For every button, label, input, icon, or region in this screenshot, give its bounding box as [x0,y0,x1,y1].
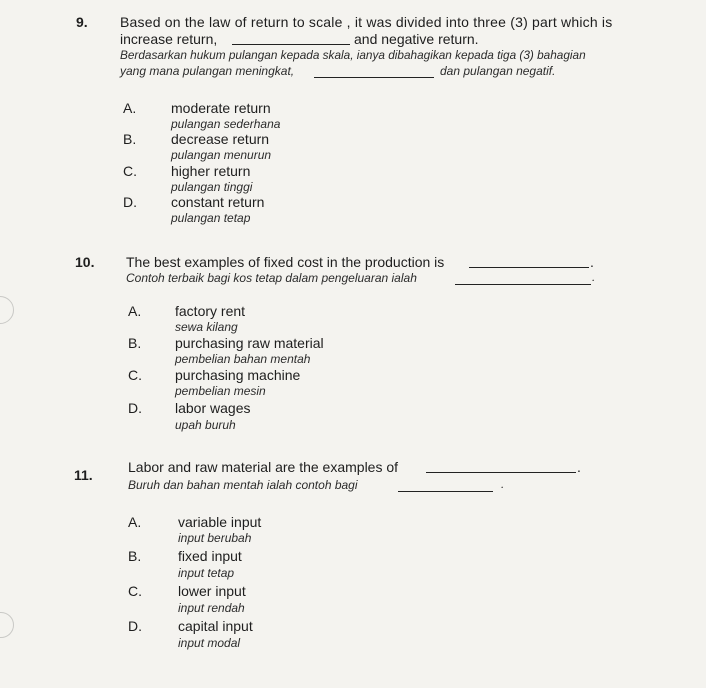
sentence-end: . [590,254,594,270]
sentence-end-ms: . [592,270,596,284]
question-text-ms: Contoh terbaik bagi kos tetap dalam pengeluaran ialah [126,271,417,285]
option-text-en: higher return [171,163,251,179]
question-text-ms-4a: yang mana pulangan meningkat, [120,64,295,78]
sentence-end-ms: . [501,477,505,491]
option-text-en: decrease return [171,131,270,147]
question-text-ms-4b: dan pulangan negatif. [440,64,556,78]
question-text-en: Labor and raw material are the examples of [128,459,399,475]
option-text-ms: input modal [178,636,241,650]
question-text-ms: Buruh dan bahan mentah ialah contoh bagi [128,478,358,492]
question-number: 10. [75,254,95,270]
option-text-ms: upah buruh [175,418,236,432]
answer-blank-ms [314,67,434,78]
question-text-en-2b: and negative return. [354,31,479,47]
option-text-ms: sewa kilang [175,320,238,334]
option-text-ms: pulangan tetap [171,211,251,225]
option-letter: B. [128,548,142,564]
option-text-ms: input berubah [178,531,252,545]
option-text-en: fixed input [178,548,242,564]
option-letter: D. [123,194,137,210]
option-letter: C. [123,163,137,179]
option-text-en: factory rent [175,303,246,319]
option-text-ms: pembelian mesin [175,384,266,398]
option-text-ms: pulangan menurun [171,148,272,162]
binder-hole-bottom [0,612,14,638]
option-letter: C. [128,583,142,599]
option-letter: A. [123,100,137,116]
answer-blank-ms [398,481,493,492]
option-text-ms: input rendah [178,601,245,615]
answer-blank [426,462,576,473]
sentence-end: . [577,459,581,475]
option-text-ms: pulangan tinggi [171,180,253,194]
question-number: 9. [76,14,88,30]
option-text-en: capital input [178,618,253,634]
question-text-en-2a: increase return, [120,31,218,47]
option-text-en: purchasing machine [175,367,301,383]
question-text-en: The best examples of fixed cost in the production is [126,254,445,270]
question-number: 11. [74,467,93,483]
option-text-ms: pulangan sederhana [171,117,281,131]
answer-blank [232,34,350,45]
option-text-en: moderate return [171,100,271,116]
answer-blank [469,257,589,268]
option-letter: D. [128,618,142,634]
answer-blank-ms [455,274,591,285]
binder-hole-top [0,296,14,324]
option-letter: B. [123,131,137,147]
option-text-en: lower input [178,583,246,599]
option-text-en: constant return [171,194,265,210]
option-text-ms: pembelian bahan mentah [175,352,311,366]
option-letter: D. [128,400,142,416]
option-text-ms: input tetap [178,566,235,580]
option-letter: A. [128,303,142,319]
option-letter: C. [128,367,142,383]
question-text-ms: Berdasarkan hukum pulangan kepada skala, ianya dibahagikan kepada tiga (3) bahagian [120,48,586,62]
option-text-en: purchasing raw material [175,335,324,351]
option-text-en: labor wages [175,400,251,416]
option-letter: A. [128,514,142,530]
option-letter: B. [128,335,142,351]
question-text-en: Based on the law of return to scale , it was divided into three (3) part which is [120,14,613,30]
option-text-en: variable input [178,514,262,530]
